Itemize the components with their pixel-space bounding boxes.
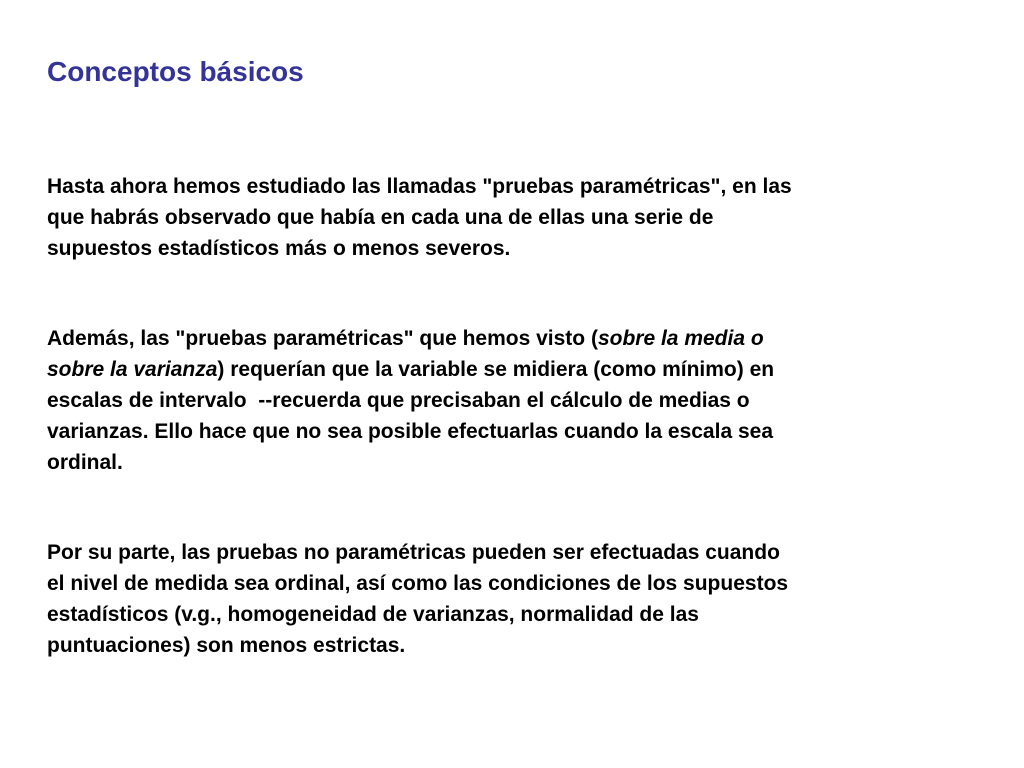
paragraph-line: escalas de intervalo --recuerda que precisaban el cálculo de medias o [47, 389, 750, 412]
paragraph-nonparametric-tests [47, 537, 967, 661]
paragraph-line [47, 323, 967, 354]
text-segment: Además, las "pruebas paramétricas" que hemos visto ( [47, 327, 598, 350]
italic-segment: sobre la varianza [47, 358, 218, 381]
slide-title: Conceptos básicos [47, 56, 304, 87]
paragraph-line: puntuaciones) son menos estrictas. [47, 634, 406, 657]
paragraph-line: ordinal. [47, 451, 123, 474]
paragraph-line: supuestos estadísticos más o menos severos. [47, 237, 511, 260]
paragraph-line: estadísticos (v.g., homogeneidad de varianzas, normalidad de las [47, 603, 699, 626]
italic-segment: sobre la media o [597, 327, 764, 350]
paragraph-line: que habrás observado que había en cada una de ellas una serie de [47, 206, 714, 229]
paragraph-interval-scales [47, 323, 967, 478]
paragraph-parametric-tests [47, 171, 967, 264]
paragraph-line: Hasta ahora hemos estudiado las llamadas "pruebas paramétricas", en las [47, 175, 792, 198]
paragraph-line: el nivel de medida sea ordinal, así como las condiciones de los supuestos [47, 572, 789, 595]
paragraph-line: Por su parte, las pruebas no paramétricas pueden ser efectuadas cuando [47, 541, 780, 564]
paragraph-line [47, 354, 967, 385]
text-segment: ) requerían que la variable se midiera (como mínimo) en [217, 358, 775, 381]
paragraph-line: varianzas. Ello hace que no sea posible efectuarlas cuando la escala sea [47, 420, 773, 443]
